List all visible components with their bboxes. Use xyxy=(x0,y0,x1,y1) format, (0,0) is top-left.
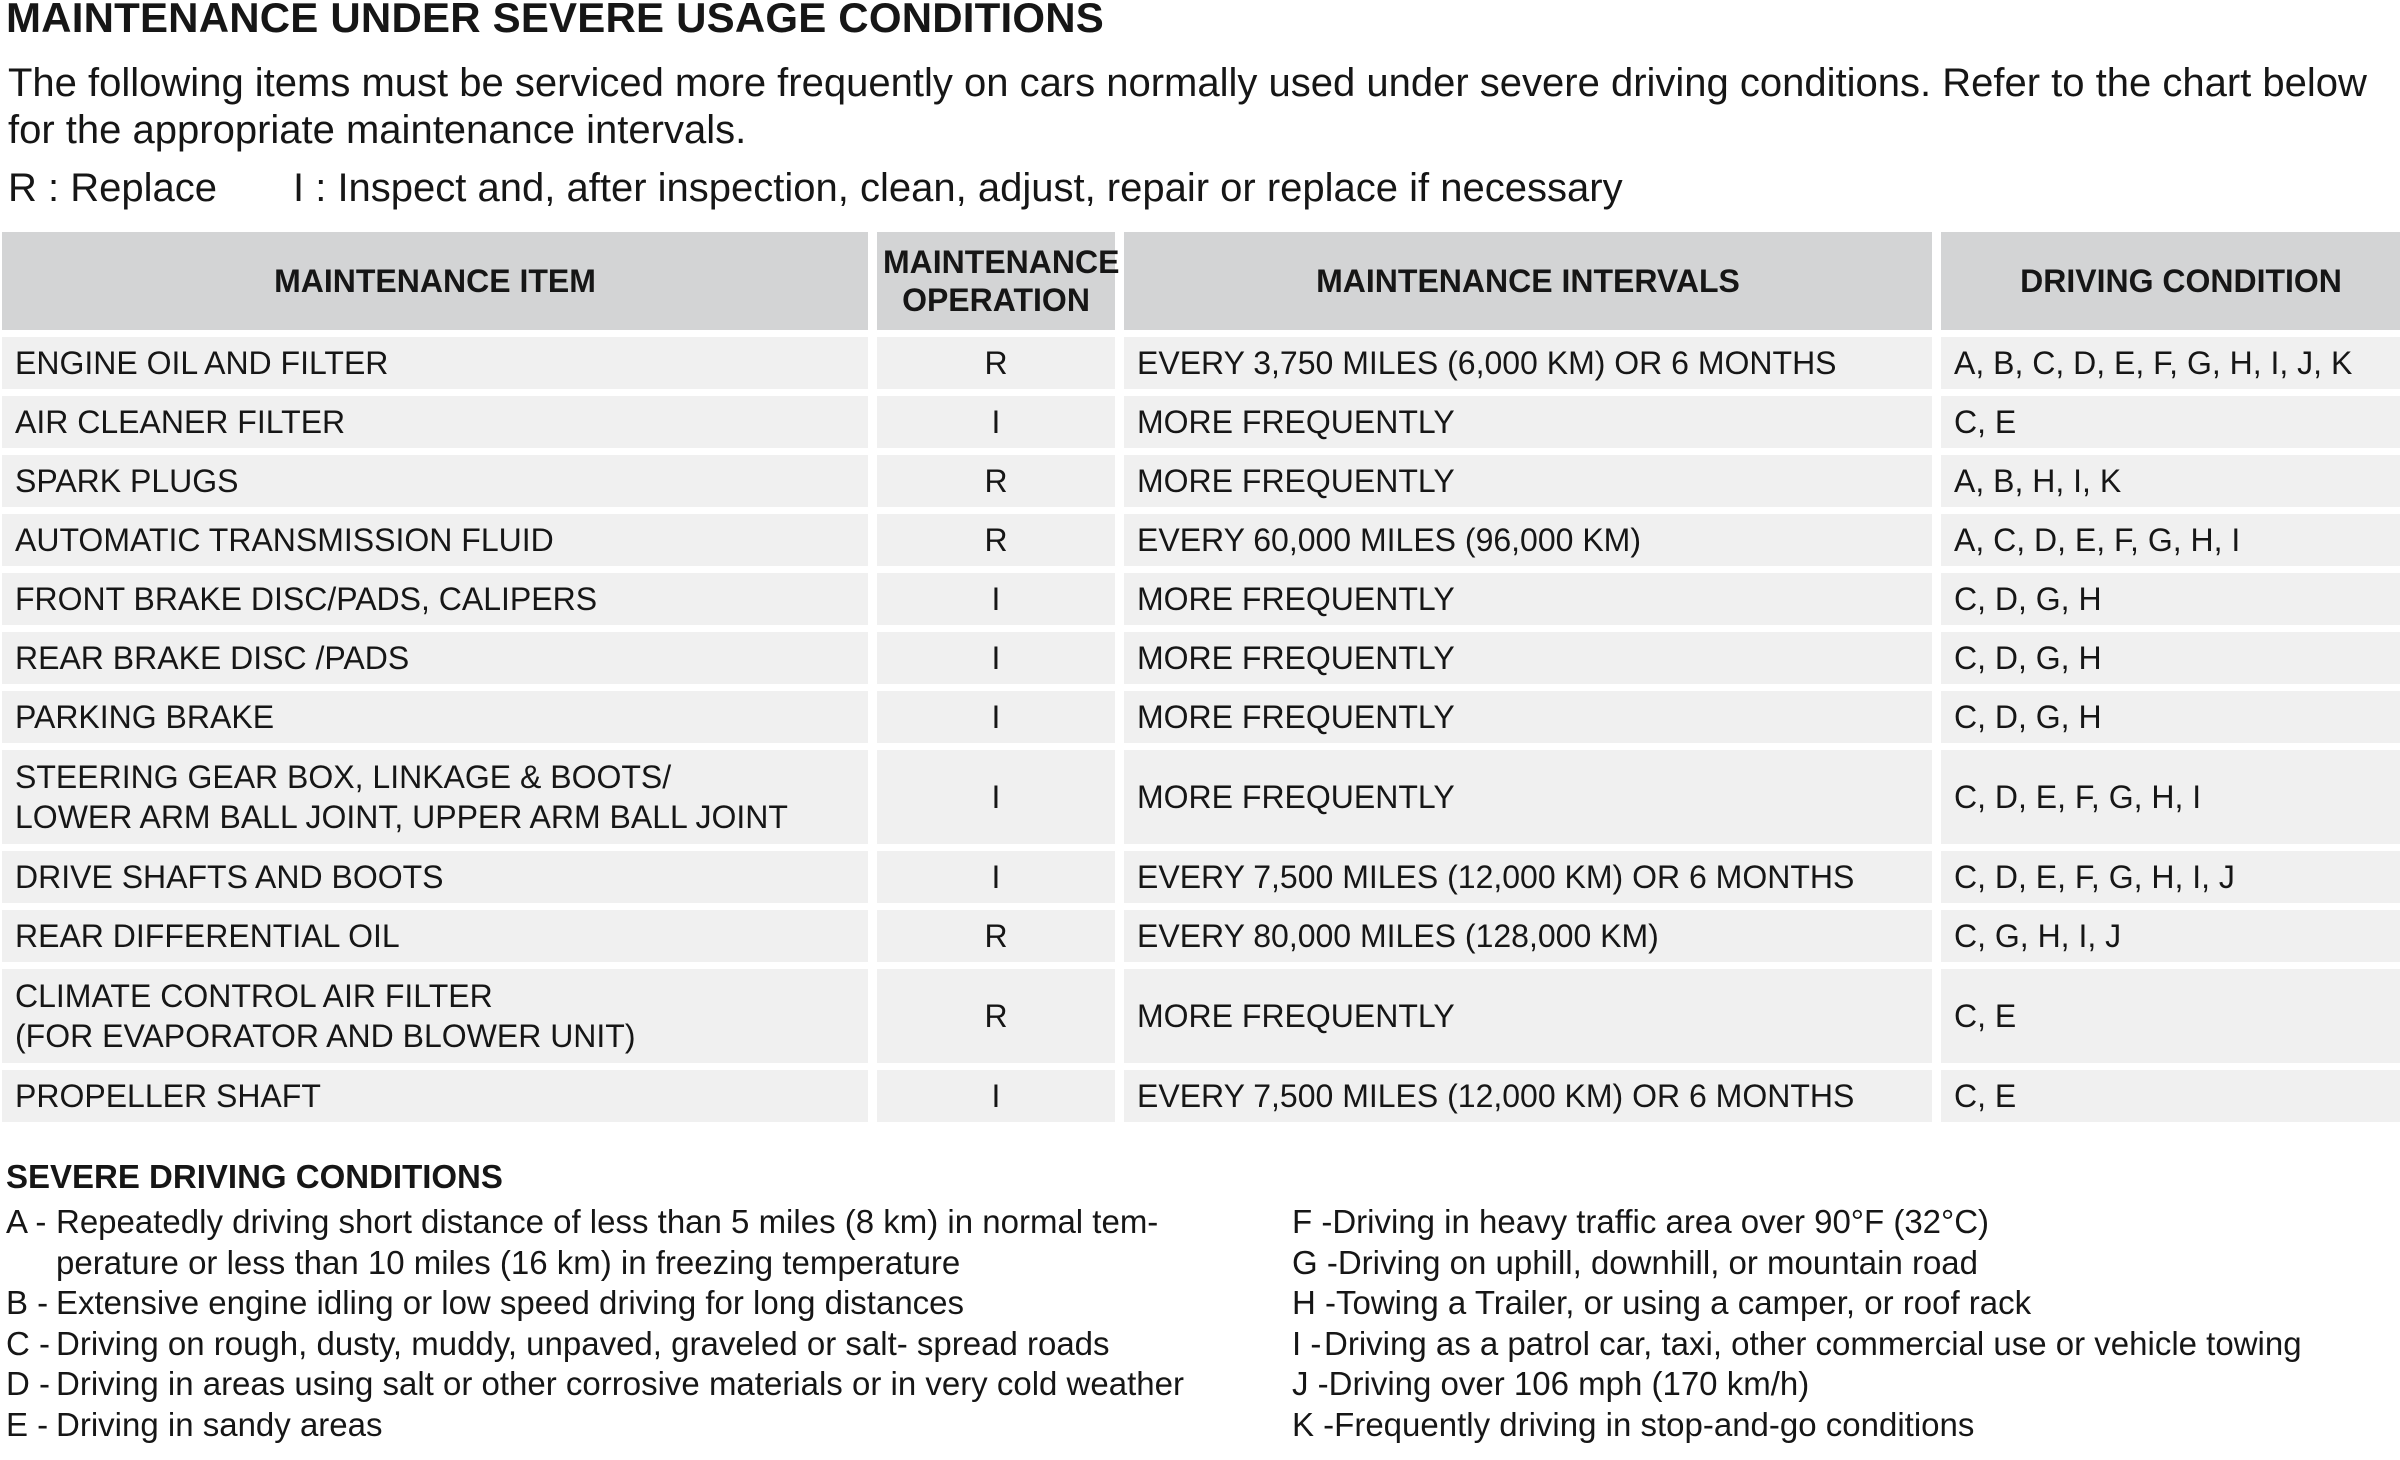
condition-item xyxy=(1292,1324,2397,1365)
cell-operation: I xyxy=(877,851,1115,903)
condition-text: Driving in sandy areas xyxy=(56,1405,383,1443)
table-row xyxy=(2,691,2400,743)
cell-interval: MORE FREQUENTLY xyxy=(1124,573,1932,625)
severe-conditions-right-column xyxy=(1292,1202,2397,1445)
cell-interval: MORE FREQUENTLY xyxy=(1124,969,1932,1063)
cell-item: REAR DIFFERENTIAL OIL xyxy=(2,910,868,962)
cell-condition: A, C, D, E, F, G, H, I xyxy=(1941,514,2400,566)
condition-item xyxy=(1292,1364,2397,1405)
cell-operation: I xyxy=(877,396,1115,448)
cell-interval: EVERY 3,750 MILES (6,000 KM) OR 6 MONTHS xyxy=(1124,337,1932,389)
cell-operation: I xyxy=(877,750,1115,844)
cell-condition: A, B, H, I, K xyxy=(1941,455,2400,507)
cell-condition: A, B, C, D, E, F, G, H, I, J, K xyxy=(1941,337,2400,389)
cell-operation: R xyxy=(877,514,1115,566)
cell-interval: EVERY 60,000 MILES (96,000 KM) xyxy=(1124,514,1932,566)
condition-letter: E - xyxy=(6,1405,49,1443)
table-row xyxy=(2,851,2400,903)
intro-paragraph: The following items must be serviced more frequently on cars normally used under severe driving conditions. Refer to the chart below for the appropriate maintenance intervals. xyxy=(8,61,2367,152)
condition-letter: H - xyxy=(1292,1284,1336,1321)
cell-interval: EVERY 80,000 MILES (128,000 KM) xyxy=(1124,910,1932,962)
table-row xyxy=(2,1070,2400,1122)
cell-interval: MORE FREQUENTLY xyxy=(1124,691,1932,743)
header-maintenance-intervals: MAINTENANCE INTERVALS xyxy=(1124,232,1932,330)
table-row xyxy=(2,514,2400,566)
condition-item xyxy=(6,1324,1256,1365)
operation-legend xyxy=(8,166,1623,211)
cell-condition: C, D, G, H xyxy=(1941,632,2400,684)
cell-interval: EVERY 7,500 MILES (12,000 KM) OR 6 MONTHS xyxy=(1124,1070,1932,1122)
cell-item-line: CLIMATE CONTROL AIR FILTER xyxy=(15,978,493,1014)
condition-item xyxy=(6,1202,1256,1283)
condition-text-line: perature or less than 10 miles (16 km) in freezing temperature xyxy=(56,1243,961,1281)
table-row xyxy=(2,455,2400,507)
cell-item xyxy=(2,969,868,1063)
cell-item: AIR CLEANER FILTER xyxy=(2,396,868,448)
cell-condition: C, E xyxy=(1941,396,2400,448)
cell-interval: MORE FREQUENTLY xyxy=(1124,632,1932,684)
cell-item: DRIVE SHAFTS AND BOOTS xyxy=(2,851,868,903)
table-row xyxy=(2,573,2400,625)
header-maintenance-operation: MAINTENANCE OPERATION xyxy=(877,232,1115,330)
table-row xyxy=(2,910,2400,962)
cell-operation: R xyxy=(877,910,1115,962)
condition-text: Frequently driving in stop-and-go conditions xyxy=(1334,1405,1975,1443)
table-row xyxy=(2,632,2400,684)
condition-text: Driving as a patrol car, taxi, other commercial use or vehicle towing xyxy=(1324,1324,2302,1362)
cell-item-line: (FOR EVAPORATOR AND BLOWER UNIT) xyxy=(15,1018,636,1054)
cell-condition: C, D, E, F, G, H, I xyxy=(1941,750,2400,844)
cell-item xyxy=(2,750,868,844)
cell-operation: I xyxy=(877,1070,1115,1122)
table-row xyxy=(2,337,2400,389)
condition-text: Driving in heavy traffic area over 90°F (32°C) xyxy=(1332,1203,1990,1240)
cell-condition: C, D, G, H xyxy=(1941,573,2400,625)
table-row xyxy=(2,750,2400,844)
cell-interval: MORE FREQUENTLY xyxy=(1124,396,1932,448)
condition-text-line: Repeatedly driving short distance of less than 5 miles (8 km) in normal tem- xyxy=(56,1203,1159,1240)
cell-item: AUTOMATIC TRANSMISSION FLUID xyxy=(2,514,868,566)
maintenance-table xyxy=(0,225,2400,1129)
condition-item xyxy=(1292,1405,2397,1446)
cell-interval: MORE FREQUENTLY xyxy=(1124,750,1932,844)
condition-text xyxy=(56,1202,1256,1283)
cell-condition: C, D, E, F, G, H, I, J xyxy=(1941,851,2400,903)
cell-item: PROPELLER SHAFT xyxy=(2,1070,868,1122)
condition-item xyxy=(1292,1243,2397,1284)
condition-letter: A - xyxy=(6,1203,47,1240)
cell-item: PARKING BRAKE xyxy=(2,691,868,743)
table-header-row xyxy=(2,232,2400,330)
cell-operation: I xyxy=(877,632,1115,684)
condition-letter: C - xyxy=(6,1324,50,1362)
condition-letter: D - xyxy=(6,1365,50,1402)
cell-condition: C, E xyxy=(1941,1070,2400,1122)
condition-letter: J - xyxy=(1292,1365,1329,1402)
condition-item xyxy=(1292,1283,2397,1324)
condition-letter: I - xyxy=(1292,1324,1322,1362)
cell-condition: C, E xyxy=(1941,969,2400,1063)
cell-operation: I xyxy=(877,573,1115,625)
cell-item: FRONT BRAKE DISC/PADS, CALIPERS xyxy=(2,573,868,625)
cell-operation: R xyxy=(877,455,1115,507)
condition-text: Driving over 106 mph (170 km/h) xyxy=(1328,1365,1810,1402)
condition-item xyxy=(6,1283,1256,1324)
cell-operation: I xyxy=(877,691,1115,743)
header-driving-condition: DRIVING CONDITION xyxy=(1941,232,2400,330)
cell-operation: R xyxy=(877,337,1115,389)
condition-text: Driving in areas using salt or other corrosive materials or in very cold weather xyxy=(56,1365,1184,1402)
cell-condition: C, D, G, H xyxy=(1941,691,2400,743)
header-maintenance-item: MAINTENANCE ITEM xyxy=(2,232,868,330)
condition-text: Driving on uphill, downhill, or mountain road xyxy=(1337,1243,1979,1281)
condition-item xyxy=(6,1364,1256,1405)
cell-interval: MORE FREQUENTLY xyxy=(1124,455,1932,507)
cell-item-line: STEERING GEAR BOX, LINKAGE & BOOTS/ xyxy=(15,759,672,795)
cell-item: REAR BRAKE DISC /PADS xyxy=(2,632,868,684)
condition-text: Driving on rough, dusty, muddy, unpaved, graveled or salt- spread roads xyxy=(56,1324,1110,1362)
condition-letter: B - xyxy=(6,1284,49,1321)
cell-item: ENGINE OIL AND FILTER xyxy=(2,337,868,389)
cell-item: SPARK PLUGS xyxy=(2,455,868,507)
cell-condition: C, G, H, I, J xyxy=(1941,910,2400,962)
table-row xyxy=(2,396,2400,448)
condition-letter: F - xyxy=(1292,1203,1333,1240)
cell-item-line: LOWER ARM BALL JOINT, UPPER ARM BALL JOINT xyxy=(15,799,788,835)
condition-item xyxy=(6,1405,1256,1446)
condition-letter: K - xyxy=(1292,1405,1335,1443)
condition-item xyxy=(1292,1202,2397,1243)
condition-text: Extensive engine idling or low speed driving for long distances xyxy=(56,1284,965,1321)
legend-inspect: I : Inspect and, after inspection, clean, adjust, repair or replace if necessary xyxy=(292,166,1623,210)
condition-text: Towing a Trailer, or using a camper, or roof rack xyxy=(1336,1284,2032,1321)
cell-operation: R xyxy=(877,969,1115,1063)
severe-conditions-left-column xyxy=(6,1202,1256,1445)
page-title: MAINTENANCE UNDER SEVERE USAGE CONDITIONS xyxy=(6,0,1104,41)
cell-interval: EVERY 7,500 MILES (12,000 KM) OR 6 MONTHS xyxy=(1124,851,1932,903)
severe-conditions-heading: SEVERE DRIVING CONDITIONS xyxy=(6,1158,503,1195)
table-row xyxy=(2,969,2400,1063)
legend-replace: R : Replace xyxy=(8,166,217,210)
condition-letter: G - xyxy=(1292,1243,1338,1281)
